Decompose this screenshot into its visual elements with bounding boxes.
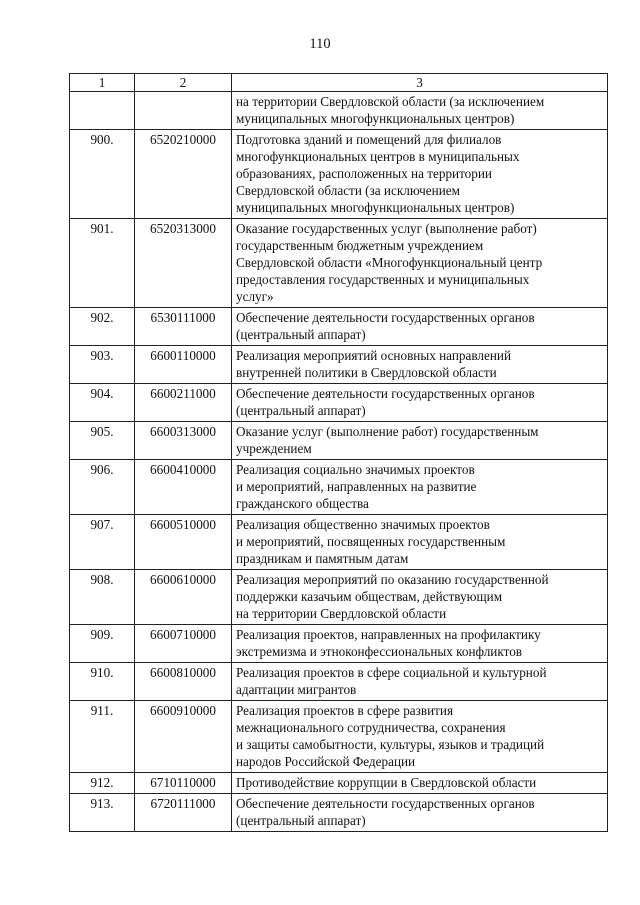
expense-name-line: Подготовка зданий и помещений для филиалов	[236, 132, 502, 147]
row-number: 905.	[70, 422, 135, 460]
expense-name	[232, 625, 608, 663]
expense-name-line: поддержки казачьим обществам, действующим	[236, 589, 503, 604]
table-row	[70, 773, 608, 794]
expense-name	[232, 130, 608, 219]
row-number: 908.	[70, 570, 135, 625]
column-header-3: 3	[232, 74, 608, 92]
table-row	[70, 346, 608, 384]
table-row	[70, 515, 608, 570]
expense-name-line: и защиты самобытности, культуры, языков и традиций	[236, 737, 545, 752]
expense-name-line: Реализация общественно значимых проектов	[236, 517, 490, 532]
classification-code: 6600110000	[135, 346, 232, 384]
classification-code: 6600510000	[135, 515, 232, 570]
expense-name-line: Реализация мероприятий основных направлений	[236, 348, 512, 363]
table-row	[70, 701, 608, 773]
expense-name	[232, 346, 608, 384]
row-number: 907.	[70, 515, 135, 570]
row-number: 909.	[70, 625, 135, 663]
table-body	[70, 92, 608, 832]
expense-name-line: Оказание услуг (выполнение работ) государственным	[236, 424, 539, 439]
column-header-2: 2	[135, 74, 232, 92]
classification-code: 6600313000	[135, 422, 232, 460]
expense-name-line: муниципальных многофункциональных центров)	[236, 111, 515, 126]
classification-code: 6600211000	[135, 384, 232, 422]
row-number: 913.	[70, 794, 135, 832]
expense-name	[232, 422, 608, 460]
row-number: 900.	[70, 130, 135, 219]
expense-name-line: Обеспечение деятельности государственных органов	[236, 796, 535, 811]
expense-name	[232, 794, 608, 832]
expense-name-line: межнационального сотрудничества, сохранения	[236, 720, 506, 735]
table-row	[70, 663, 608, 701]
classification-code	[135, 92, 232, 130]
expense-name-line: образованиях, расположенных на территории	[236, 166, 492, 181]
classification-code: 6720111000	[135, 794, 232, 832]
table-header-row	[70, 74, 608, 92]
expense-name-line: учреждением	[236, 441, 312, 456]
budget-classification-table	[69, 73, 608, 832]
classification-code: 6600410000	[135, 460, 232, 515]
expense-name-line: экстремизма и этноконфессиональных конфликтов	[236, 644, 523, 659]
table-row	[70, 308, 608, 346]
expense-name-line: (центральный аппарат)	[236, 327, 366, 342]
expense-name	[232, 773, 608, 794]
row-number: 902.	[70, 308, 135, 346]
table-row	[70, 92, 608, 130]
table-row	[70, 625, 608, 663]
expense-name-line: праздникам и памятным датам	[236, 551, 409, 566]
expense-name-line: на территории Свердловской области	[236, 606, 447, 621]
expense-name	[232, 460, 608, 515]
classification-code: 6600710000	[135, 625, 232, 663]
expense-name-line: многофункциональных центров в муниципальных	[236, 149, 520, 164]
expense-name-line: Реализация проектов в сфере развития	[236, 703, 454, 718]
expense-name-line: Реализация проектов, направленных на профилактику	[236, 627, 541, 642]
table-row	[70, 570, 608, 625]
expense-name-line: Оказание государственных услуг (выполнение работ)	[236, 221, 537, 236]
expense-name-line: внутренней политики в Свердловской области	[236, 365, 497, 380]
expense-name-line: Реализация мероприятий по оказанию государственной	[236, 572, 549, 587]
column-header-1: 1	[70, 74, 135, 92]
expense-name-line: на территории Свердловской области (за исключением	[236, 94, 545, 109]
expense-name	[232, 219, 608, 308]
expense-name	[232, 384, 608, 422]
expense-name-line: и мероприятий, направленных на развитие	[236, 479, 477, 494]
table-row	[70, 422, 608, 460]
expense-name-line: предоставления государственных и муниципальных	[236, 272, 530, 287]
classification-code: 6600810000	[135, 663, 232, 701]
row-number: 903.	[70, 346, 135, 384]
page-number: 110	[309, 36, 331, 52]
row-number	[70, 92, 135, 130]
expense-name-line: государственным бюджетным учреждением	[236, 238, 484, 253]
expense-name-line: (центральный аппарат)	[236, 403, 366, 418]
classification-code: 6520313000	[135, 219, 232, 308]
expense-name-line: (центральный аппарат)	[236, 813, 366, 828]
expense-name-line: Свердловской области (за исключением	[236, 183, 460, 198]
classification-code: 6530111000	[135, 308, 232, 346]
expense-name-line: адаптации мигрантов	[236, 682, 357, 697]
expense-name	[232, 570, 608, 625]
expense-name-line: Противодействие коррупции в Свердловской области	[236, 775, 537, 790]
expense-name-line: Свердловской области «Многофункциональный центр	[236, 255, 543, 270]
expense-name-line: Реализация проектов в сфере социальной и культурной	[236, 665, 547, 680]
classification-code: 6710110000	[135, 773, 232, 794]
expense-name-line: гражданского общества	[236, 496, 369, 511]
row-number: 912.	[70, 773, 135, 794]
expense-name	[232, 515, 608, 570]
expense-name	[232, 663, 608, 701]
table-row	[70, 219, 608, 308]
expense-name	[232, 92, 608, 130]
expense-name-line: Реализация социально значимых проектов	[236, 462, 475, 477]
row-number: 910.	[70, 663, 135, 701]
table-row	[70, 130, 608, 219]
classification-code: 6600910000	[135, 701, 232, 773]
expense-name-line: Обеспечение деятельности государственных органов	[236, 386, 535, 401]
row-number: 904.	[70, 384, 135, 422]
expense-name	[232, 701, 608, 773]
classification-code: 6520210000	[135, 130, 232, 219]
row-number: 901.	[70, 219, 135, 308]
table-row	[70, 460, 608, 515]
table-row	[70, 384, 608, 422]
expense-name	[232, 308, 608, 346]
table-row	[70, 794, 608, 832]
expense-name-line: услуг»	[236, 289, 274, 304]
expense-name-line: народов Российской Федерации	[236, 754, 416, 769]
classification-code: 6600610000	[135, 570, 232, 625]
expense-name-line: муниципальных многофункциональных центров)	[236, 200, 515, 215]
row-number: 911.	[70, 701, 135, 773]
expense-name-line: Обеспечение деятельности государственных органов	[236, 310, 535, 325]
expense-name-line: и мероприятий, посвященных государственным	[236, 534, 506, 549]
row-number: 906.	[70, 460, 135, 515]
